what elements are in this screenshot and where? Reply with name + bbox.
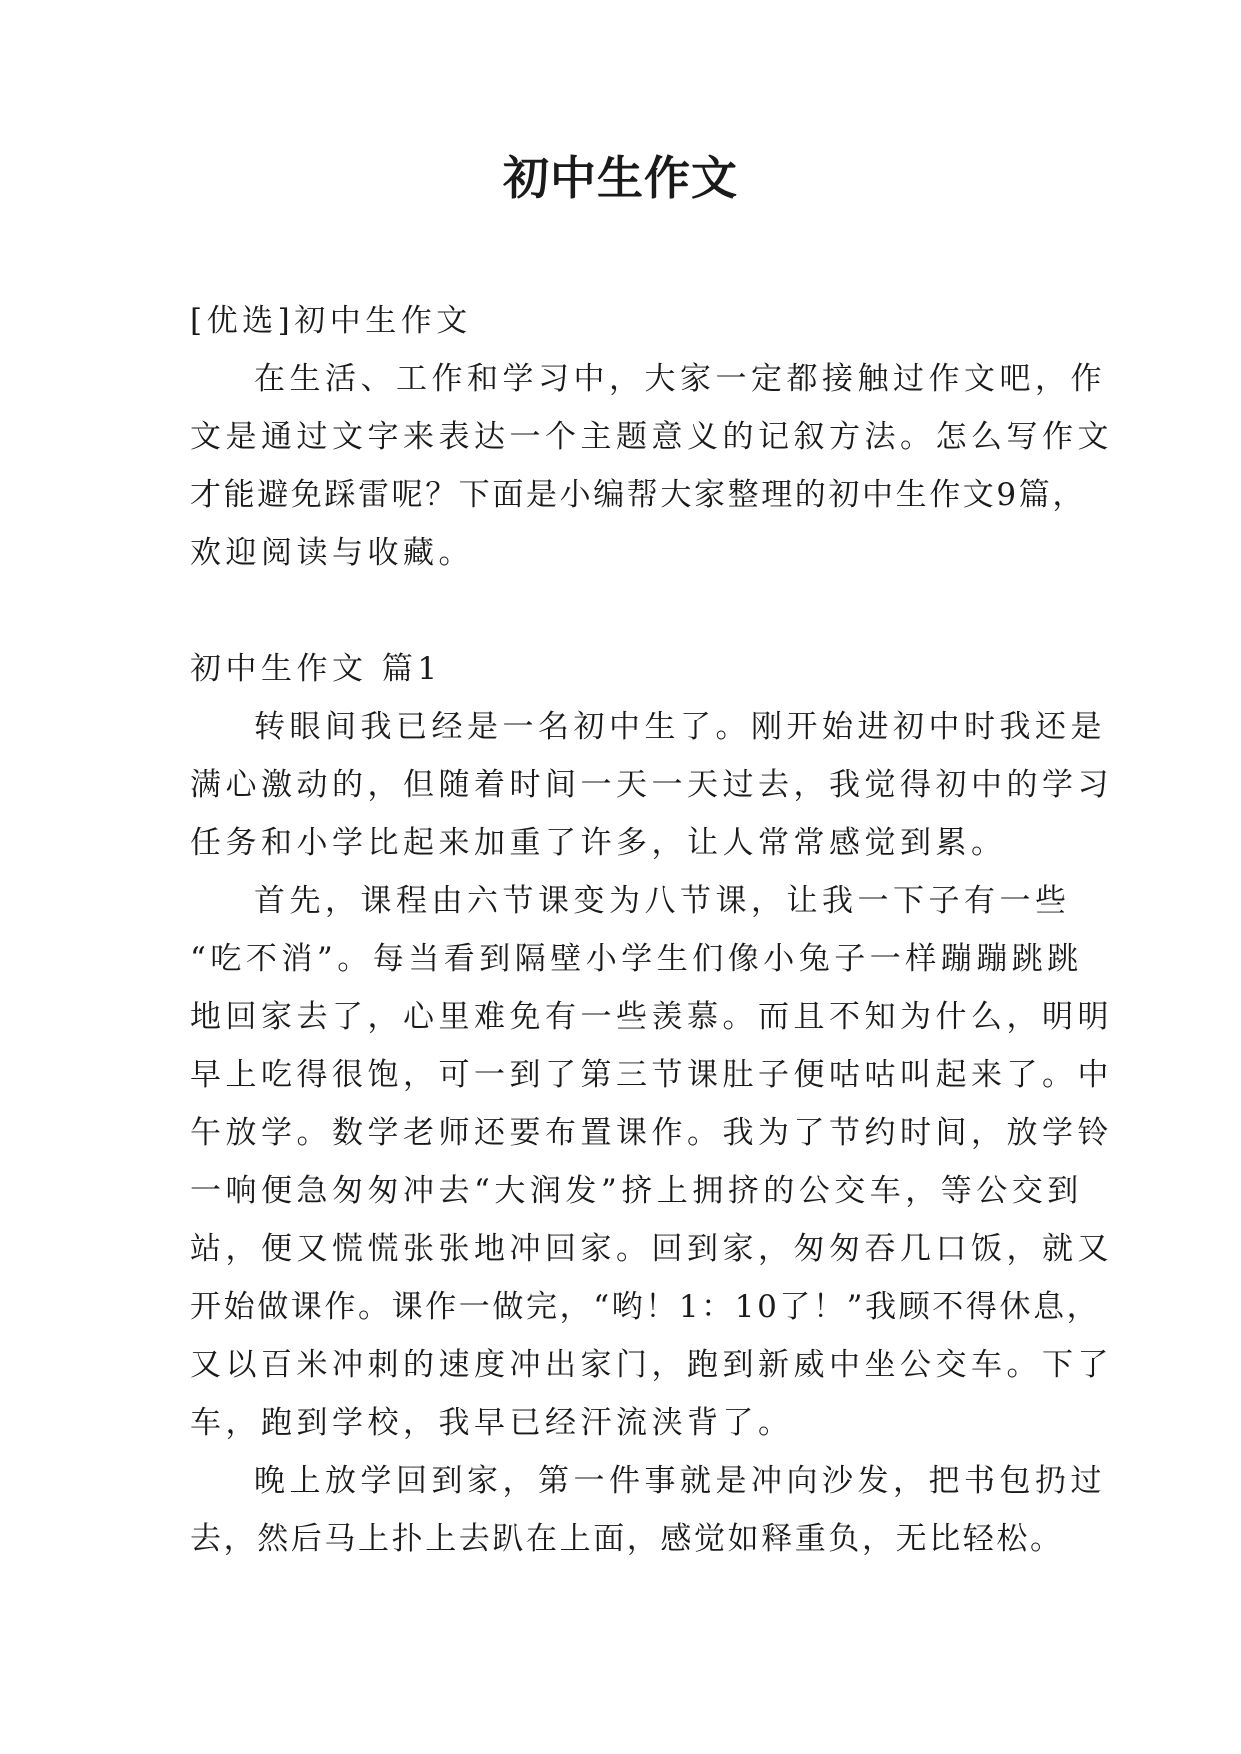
section-gap (190, 582, 1052, 640)
intro-line: 在生活、工作和学习中，大家一定都接触过作文吧，作 (254, 361, 1106, 397)
intro-line: 欢迎阅读与收藏。 (190, 535, 474, 571)
document-body (190, 292, 1113, 1568)
paragraph-line: 满心激动的，但随着时间一天一天过去，我觉得初中的学习 (190, 767, 1113, 803)
intro-line: 才能避免踩雷呢？下面是小编帮大家整理的初中生作文9篇， (190, 477, 1086, 513)
paragraph-line: 开始做课作。课作一做完，“哟！1：10了！”我顾不得休息， (190, 1289, 1101, 1325)
paragraph-line: 一响便急匆匆冲去“大润发”挤上拥挤的公交车，等公交到 (190, 1173, 1083, 1209)
document-title: 初中生作文 (503, 151, 738, 205)
intro-line: 文是通过文字来表达一个主题意义的记叙方法。怎么写作文 (190, 419, 1113, 455)
paragraph-line: 早上吃得很饱，可一到了第三节课肚子便咕咕叫起来了。中 (190, 1057, 1113, 1093)
paragraph-line: “吃不消”。每当看到隔壁小学生们像小兔子一样蹦蹦跳跳 (190, 941, 1083, 977)
paragraph-line: 转眼间我已经是一名初中生了。刚开始进初中时我还是 (254, 709, 1106, 745)
paragraph-line: 去，然后马上扑上去趴在上面，感觉如释重负，无比轻松。 (190, 1521, 1064, 1557)
essay-heading: 初中生作文 篇1 (190, 651, 442, 687)
paragraph-line: 首先，课程由六节课变为八节课，让我一下子有一些 (254, 883, 1071, 919)
paragraph-line: 任务和小学比起来加重了许多，让人常常感觉到累。 (190, 825, 1007, 861)
intro-heading: [优选]初中生作文 (190, 303, 472, 339)
paragraph-line: 站，便又慌慌张张地冲回家。回到家，匆匆吞几口饭，就又 (190, 1231, 1113, 1267)
paragraph-line: 晚上放学回到家，第一件事就是冲向沙发，把书包扔过 (254, 1463, 1106, 1499)
paragraph-line: 地回家去了，心里难免有一些羡慕。而且不知为什么，明明 (190, 999, 1113, 1035)
paragraph-line: 午放学。数学老师还要布置课作。我为了节约时间，放学铃 (190, 1115, 1113, 1151)
paragraph-line: 车，跑到学校，我早已经汗流浃背了。 (190, 1405, 794, 1441)
paragraph-line: 又以百米冲刺的速度冲出家门，跑到新威中坐公交车。下了 (190, 1347, 1113, 1383)
